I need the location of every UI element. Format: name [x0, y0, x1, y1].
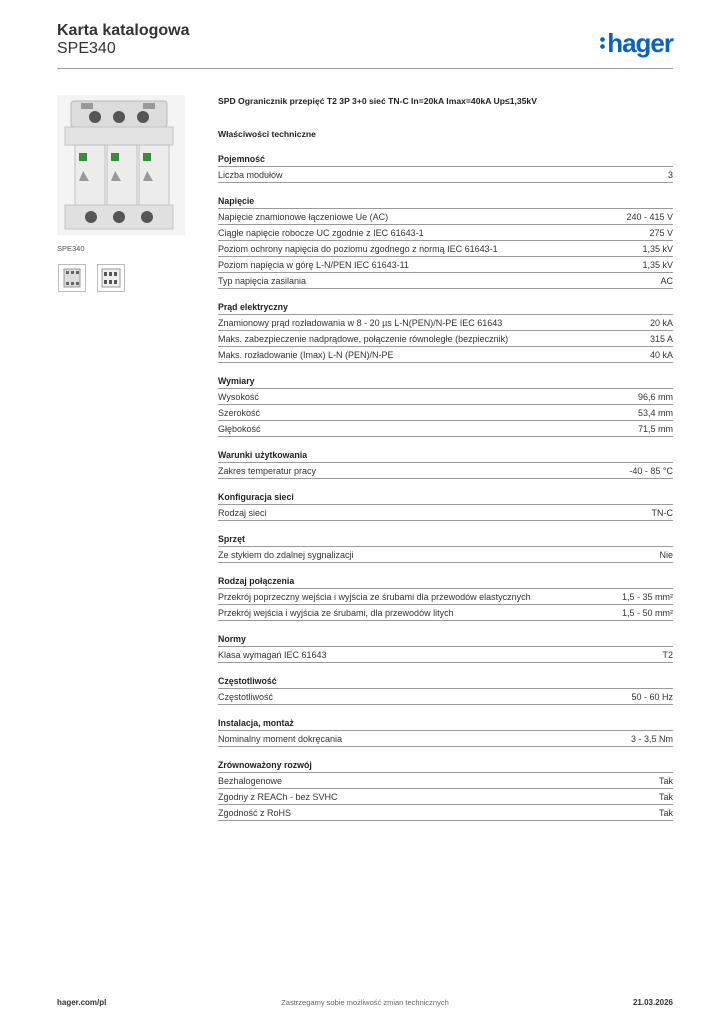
section-rows: [218, 688, 673, 705]
spec-label: Maks. zabezpieczenie nadprądowe, połączenie równoległe (bezpiecznik): [218, 333, 509, 344]
section-rows: [218, 646, 673, 663]
product-description: SPD Ogranicznik przepięć T2 3P 3+0 sieć TN-C In=20kA Imax=40kA Up≤1,35kV: [218, 96, 537, 106]
surge-protector-icon: [57, 95, 185, 235]
spec-section: [218, 758, 673, 821]
spec-label: Przekrój poprzeczny wejścia i wyjścia ze śrubami dla przewodów elastycznych: [218, 591, 531, 602]
section-title: Wymiary: [218, 376, 255, 386]
spec-row: [218, 730, 673, 747]
spec-value: -40 - 85 °C: [629, 465, 673, 476]
hager-logo: [600, 28, 673, 59]
spec-label: Głębokość: [218, 423, 261, 434]
spec-label: Liczba modułów: [218, 169, 283, 180]
spec-value: 275 V: [649, 227, 673, 238]
spec-value: Tak: [658, 807, 673, 818]
spec-label: Zakres temperatur pracy: [218, 465, 317, 476]
spec-row: [218, 208, 673, 224]
footer-disclaimer: Zastrzegamy sobie możliwość zmian technicznych: [281, 998, 449, 1007]
spec-label: Napięcie znamionowe łączeniowe Ue (AC): [218, 211, 389, 222]
spec-value: AC: [660, 275, 673, 286]
spec-row: [218, 330, 673, 346]
spec-label: Klasa wymagań IEC 61643: [218, 649, 327, 660]
spec-row: [218, 772, 673, 788]
spec-value: 20 kA: [649, 317, 673, 328]
document-title: Karta katalogowa: [57, 22, 190, 39]
spec-row: [218, 166, 673, 183]
page-header: [57, 20, 673, 68]
diagram-thumbnail-icon: [98, 265, 124, 291]
spec-value: Tak: [658, 791, 673, 802]
spec-label: Znamionowy prąd rozładowania w 8 - 20 µs L-N(PEN)/N-PE IEC 61643: [218, 317, 503, 328]
product-code-caption: SPE340: [57, 244, 85, 253]
section-rows: [218, 462, 673, 479]
spec-label: Rodzaj sieci: [218, 507, 267, 518]
front-view-thumbnail-icon: [59, 265, 85, 291]
section-rows: [218, 388, 673, 437]
spec-label: Bezhalogenowe: [218, 775, 283, 786]
section-rows: [218, 504, 673, 521]
spec-label: Maks. rozładowanie (Imax) L-N (PEN)/N-PE: [218, 349, 394, 360]
spec-section: [218, 490, 673, 521]
spec-label: Ciągłe napięcie robocze UC zgodnie z IEC 61643-1: [218, 227, 424, 238]
section-title: Częstotliwość: [218, 676, 277, 686]
spec-section: [218, 532, 673, 563]
spec-row: [218, 788, 673, 804]
spec-row: [218, 804, 673, 821]
spec-value: T2: [662, 649, 673, 660]
spec-value: 71,5 mm: [637, 423, 673, 434]
technical-properties-title: Właściwości techniczne: [218, 129, 316, 139]
section-rows: [218, 166, 673, 183]
spec-section: [218, 194, 673, 289]
specification-content: [218, 93, 673, 821]
spec-value: TN-C: [651, 507, 673, 518]
spec-row: [218, 646, 673, 663]
spec-value: Nie: [659, 549, 673, 560]
header-divider: [57, 68, 673, 69]
spec-value: 1,35 kV: [642, 243, 673, 254]
section-title: Sprzęt: [218, 534, 245, 544]
spec-label: Ze stykiem do zdalnej sygnalizacji: [218, 549, 354, 560]
spec-value: 1,5 - 35 mm²: [621, 591, 673, 602]
spec-section: [218, 300, 673, 363]
thumbnail-diagram-view[interactable]: [97, 264, 125, 292]
spec-value: 3 - 3,5 Nm: [630, 733, 673, 744]
spec-section: [218, 674, 673, 705]
section-title: Instalacja, montaż: [218, 718, 294, 728]
spec-row: [218, 346, 673, 363]
spec-label: Wysokość: [218, 391, 259, 402]
spec-value: 1,5 - 50 mm²: [621, 607, 673, 618]
spec-row: [218, 224, 673, 240]
section-title: Prąd elektryczny: [218, 302, 288, 312]
specification-sections: [218, 152, 673, 821]
spec-row: [218, 688, 673, 705]
spec-label: Częstotliwość: [218, 691, 274, 702]
spec-label: Zgodny z REACh - bez SVHC: [218, 791, 338, 802]
spec-label: Szerokość: [218, 407, 261, 418]
spec-section: [218, 632, 673, 663]
spec-section: [218, 448, 673, 479]
thumbnail-front-view[interactable]: [58, 264, 86, 292]
section-rows: [218, 588, 673, 621]
spec-label: Nominalny moment dokręcania: [218, 733, 343, 744]
spec-value: 40 kA: [649, 349, 673, 360]
spec-label: Przekrój wejścia i wyjścia ze śrubami, dla przewodów litych: [218, 607, 454, 618]
section-rows: [218, 772, 673, 821]
spec-row: [218, 272, 673, 289]
spec-value: 50 - 60 Hz: [631, 691, 673, 702]
spec-value: 96,6 mm: [637, 391, 673, 402]
spec-label: Poziom napięcia w górę L-N/PEN IEC 61643-11: [218, 259, 409, 270]
section-rows: [218, 730, 673, 747]
spec-value: Tak: [658, 775, 673, 786]
spec-label: Typ napięcia zasilania: [218, 275, 307, 286]
spec-row: [218, 588, 673, 604]
spec-value: 53,4 mm: [637, 407, 673, 418]
document-subtitle: SPE340: [57, 40, 116, 57]
spec-row: [218, 240, 673, 256]
spec-row: [218, 388, 673, 404]
page-footer: [57, 997, 673, 1009]
logo-text: hager: [607, 28, 673, 58]
section-title: Pojemność: [218, 154, 265, 164]
spec-row: [218, 604, 673, 621]
section-rows: [218, 314, 673, 363]
spec-section: [218, 374, 673, 437]
footer-date: 21.03.2026: [632, 998, 673, 1007]
footer-website-link[interactable]: hager.com/pl: [57, 998, 107, 1007]
spec-row: [218, 314, 673, 330]
spec-row: [218, 420, 673, 437]
spec-row: [218, 504, 673, 521]
spec-value: 3: [667, 169, 673, 180]
spec-label: Zgodność z RoHS: [218, 807, 292, 818]
spec-section: [218, 574, 673, 621]
section-title: Zrównoważony rozwój: [218, 760, 312, 770]
section-title: Rodzaj połączenia: [218, 576, 295, 586]
spec-value: 1,35 kV: [642, 259, 673, 270]
spec-label: Poziom ochrony napięcia do poziomu zgodnego z normą IEC 61643-1: [218, 243, 498, 254]
section-title: Napięcie: [218, 196, 255, 206]
logo-dots-icon: [600, 35, 605, 51]
section-title: Konfiguracja sieci: [218, 492, 294, 502]
spec-row: [218, 462, 673, 479]
spec-row: [218, 404, 673, 420]
section-rows: [218, 546, 673, 563]
spec-section: [218, 716, 673, 747]
section-title: Normy: [218, 634, 246, 644]
spec-row: [218, 546, 673, 563]
spec-value: 240 - 415 V: [626, 211, 673, 222]
spec-section: [218, 152, 673, 183]
section-title: Warunki użytkowania: [218, 450, 308, 460]
section-rows: [218, 208, 673, 289]
spec-value: 315 A: [649, 333, 673, 344]
product-image: [57, 95, 185, 235]
spec-row: [218, 256, 673, 272]
